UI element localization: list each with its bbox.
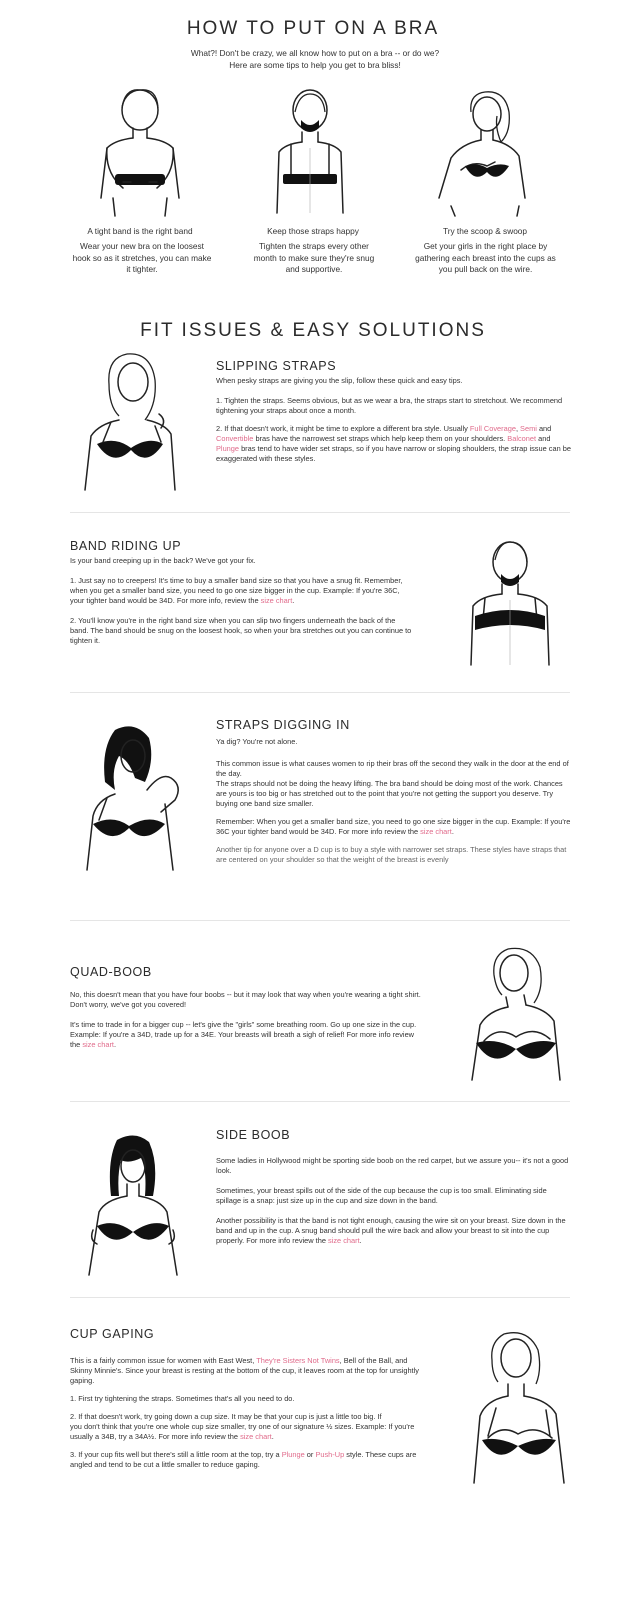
link-sisters-not-twins[interactable]: They're Sisters Not Twins	[256, 1356, 340, 1365]
divider	[70, 512, 570, 513]
divider	[70, 920, 570, 921]
quad-p2: It's time to trade in for a bigger cup -- let's give the "girls" some breathing room. Go up one size in the cup. Example: If you're a 34D, trade up for a 34E. Your breasts will breath a sigh of relief! For more info review the size chart.	[70, 1020, 417, 1049]
quad-boob-illustration	[462, 945, 572, 1080]
side-p1: Some ladies in Hollywood might be sporting side boob on the red carpet, but we assure you-- it's not a good look.	[216, 1156, 569, 1175]
link-plunge[interactable]: Plunge	[281, 1450, 305, 1459]
gaping-p2: 1. First try tightening the straps. Sometimes that's all you need to do.	[70, 1394, 295, 1403]
link-size-chart[interactable]: size chart	[260, 596, 293, 605]
straps-digging-in-illustration	[75, 720, 190, 870]
link-plunge[interactable]: Plunge	[216, 444, 240, 453]
divider	[70, 1297, 570, 1298]
link-push-up[interactable]: Push-Up	[315, 1450, 345, 1459]
slipping-p3: 2. If that doesn't work, it might be time to explore a different bra style. Usually Full Coverage, Semi and Convertible bras have the narrowest set straps which help keep them on your shoulders. Balconet and Plunge bras tend to have wider set straps, so if you have narrow or sloping shoulders, the strap issue can be exaggerated with these styles.	[216, 424, 571, 463]
step-3-title: Try the scoop & swoop	[442, 226, 528, 236]
cup-gaping-illustration	[462, 1328, 577, 1483]
gaping-p4: 3. If your cup fits well but there's still a little room at the top, try a Plunge or Push-Up style. These cups are angled and tend to be cut a little smaller to reduce gaping.	[70, 1450, 417, 1469]
step-2-illustration	[255, 88, 365, 218]
band-riding-up-heading: BAND RIDING UP	[70, 539, 182, 553]
side-p3: Another possibility is that the band is not tight enough, causing the wire sit on your breast. Size down in the band and up in the cup. A snug band should pull the wire back and allow your breast to sit into the cup properly. For more info review the size chart.	[216, 1216, 566, 1245]
intro-text: What?! Don't be crazy, we all know how to put on a bra -- or do we? Here are some tips to help you get to bra bliss!	[190, 48, 440, 70]
straps-digging-in-heading: STRAPS DIGGING IN	[216, 718, 350, 732]
digging-p1: Ya dig? You're not alone.	[216, 737, 298, 746]
step-3-text: Get your girls in the right place by gathering each breast into the cups as you pull back on the wire.	[415, 241, 556, 274]
step-2-title: Keep those straps happy	[267, 226, 359, 236]
quad-p1: No, this doesn't mean that you have four boobs -- but it may look that way when you're wearing a tight shirt. Don't worry, we've got you covered!	[70, 990, 421, 1009]
band-p1: Is your band creeping up in the back? We've got your fix.	[70, 556, 256, 565]
gaping-p1: This is a fairly common issue for women with East West, They're Sisters Not Twins, Bell of the Ball, and Skinny Minnie's. Since your breast is resting at the bottom of the cup, it leaves room at the top for unsightly gaping.	[70, 1356, 419, 1385]
quad-boob-heading: QUAD-BOOB	[70, 965, 152, 979]
cup-gaping-heading: CUP GAPING	[70, 1327, 155, 1341]
link-size-chart[interactable]: size chart	[328, 1236, 360, 1245]
digging-p2: This common issue is what causes women to rip their bras off the second they walk in the door at the end of the day.	[216, 759, 569, 778]
slipping-straps-illustration	[75, 350, 185, 490]
band-p2: 1. Just say no to creepers! It's time to buy a smaller band size so that you have a snug fit. Remember, when you get a smaller band size, you need to go one size bigger in the cup. Example: If you're 36C, your tighter band would be 34D. For more info, review the size chart.	[70, 576, 403, 605]
band-riding-up-illustration	[455, 540, 565, 670]
link-balconet[interactable]: Balconet	[507, 434, 537, 443]
link-convertible[interactable]: Convertible	[216, 434, 254, 443]
digging-p5: Another tip for anyone over a D cup is to buy a style with narrower set straps. These styles have straps that are centered on your shoulder so that the weight of the breast is evenly	[216, 845, 567, 864]
slipping-straps-heading: SLIPPING STRAPS	[216, 359, 337, 373]
step-3-illustration	[425, 88, 545, 218]
slipping-p1: When pesky straps are giving you the slip, follow these quick and easy tips.	[216, 376, 463, 385]
link-full-coverage[interactable]: Full Coverage	[469, 424, 516, 433]
link-size-chart[interactable]: size chart	[82, 1040, 114, 1049]
divider	[70, 692, 570, 693]
page-title: HOW TO PUT ON A BRA	[186, 18, 440, 39]
side-boob-illustration	[75, 1130, 190, 1275]
gaping-p3b: you don't think that you're one whole cup size smaller, try one of our signature ½ sizes. Example: If you're usually a 34B, try a 34A½. For more info review the size chart.	[70, 1422, 415, 1441]
step-1-title: A tight band is the right band	[87, 226, 193, 236]
step-1-text: Wear your new bra on the loosest hook so as it stretches, you can make it tighter.	[72, 241, 212, 274]
side-boob-heading: SIDE BOOB	[216, 1128, 291, 1142]
band-p3: 2. You'll know you're in the right band size when you can slip two fingers underneath the back of the band. The band should be snug on the loosest hook, so when your bra stretches out you can continue to tighten it.	[70, 616, 412, 645]
digging-p3: The straps should not be doing the heavy lifting. The bra band should be doing most of the work. Chances are yours is too big or has stretched out to the point that you're not getting the support you deserve. Try buying one band size smaller.	[216, 779, 563, 808]
gaping-p3a: 2. If that doesn't work, try going down a cup size. It may be that your cup is just a little too big. If	[70, 1412, 382, 1421]
fit-issues-title: FIT ISSUES & EASY SOLUTIONS	[140, 320, 486, 341]
divider	[70, 1101, 570, 1102]
step-1-illustration	[85, 88, 195, 218]
slipping-p2: 1. Tighten the straps. Seems obvious, but as we wear a bra, the straps start to stretchout. We recommend tightening your straps about once a month.	[216, 396, 563, 415]
link-size-chart[interactable]: size chart	[420, 827, 452, 836]
link-semi[interactable]: Semi	[520, 424, 537, 433]
step-2-text: Tighten the straps every other month to make sure they're snug and supportive.	[253, 241, 375, 274]
side-p2: Sometimes, your breast spills out of the side of the cup because the cup is too small. Eliminating side spillage is a snap: just size up in the cup and size down in the band.	[216, 1186, 547, 1205]
digging-p4: Remember: When you get a smaller band size, you need to go one size bigger in the cup. Example: If you're 36C your tighter band would be 34D. For more info review the size chart.	[216, 817, 571, 836]
link-size-chart[interactable]: size chart	[240, 1432, 272, 1441]
